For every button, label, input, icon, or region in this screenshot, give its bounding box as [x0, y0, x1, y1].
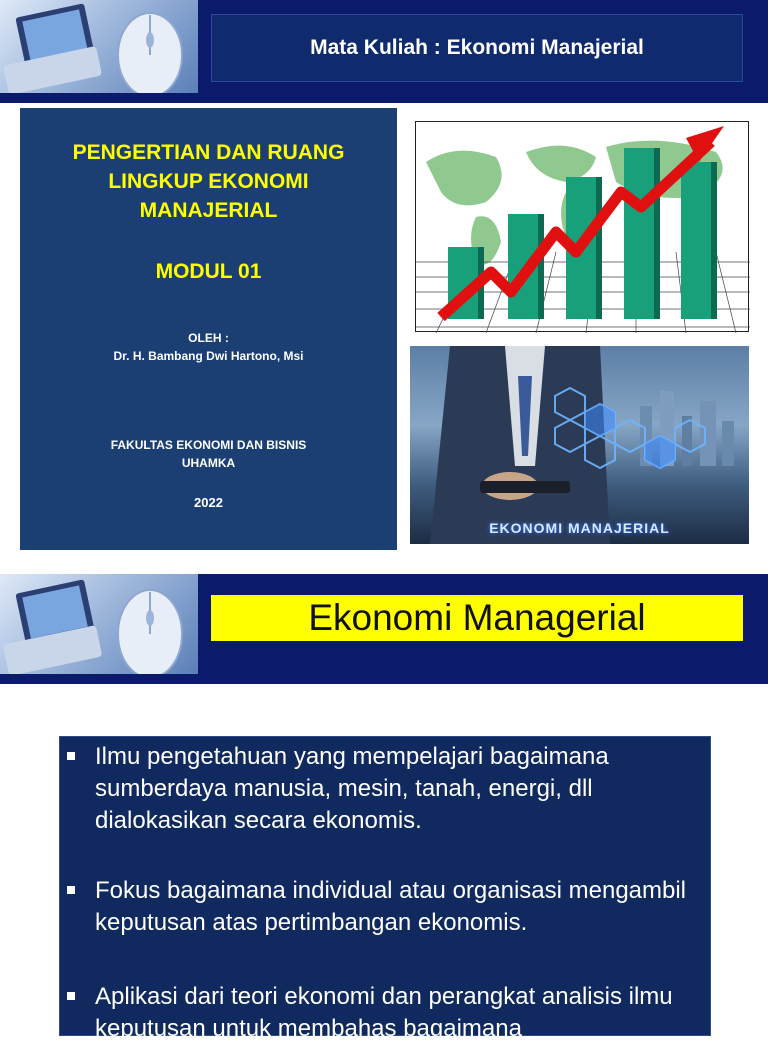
- bullet-icon: [67, 992, 75, 1000]
- university-name: UHAMKA: [181, 456, 236, 470]
- slide-title-box: [211, 595, 743, 641]
- header-rule: [0, 674, 768, 684]
- header-rule: [0, 93, 768, 103]
- list-item-text: Aplikasi dari teori ekonomi dan perangkat analisis ilmu keputusan untuk membahas bagaimana: [95, 983, 673, 1042]
- business-tablet-photo: [410, 346, 749, 544]
- author-name: Dr. H. Bambang Dwi Hartono, Msi: [113, 349, 304, 363]
- image-caption: EKONOMI MANAJERIAL: [489, 520, 670, 536]
- faculty-name: FAKULTAS EKONOMI DAN BISNIS: [110, 438, 307, 452]
- slide-title: Ekonomi Managerial: [308, 597, 646, 638]
- list-item: [67, 875, 687, 939]
- list-item-text: Fokus bagaimana individual atau organisasi mengambil keputusan atas pertimbangan ekonomis.: [95, 877, 687, 936]
- list-item-text: Ilmu pengetahuan yang mempelajari bagaimana sumberdaya manusia, mesin, tanah, energi, dll dialokasikan secara ekonomis.: [95, 743, 609, 834]
- module-label: MODUL 01: [155, 260, 262, 283]
- course-title: Mata Kuliah : Ekonomi Manajerial: [310, 36, 644, 59]
- list-item: [67, 741, 687, 837]
- presentation-title: PENGERTIAN DAN RUANG LINGKUP EKONOMI MANAJERIAL: [72, 141, 345, 222]
- slide-2: [0, 574, 768, 1042]
- bullet-icon: [67, 886, 75, 894]
- growth-chart-illustration: [415, 121, 749, 332]
- title-panel: [20, 108, 397, 550]
- year-label: 2022: [194, 495, 223, 510]
- list-item: [67, 981, 687, 1045]
- laptop-mouse-photo: [0, 574, 198, 674]
- laptop-mouse-photo: [0, 0, 198, 93]
- bullet-icon: [67, 752, 75, 760]
- content-panel: [59, 736, 711, 1042]
- by-label: OLEH :: [188, 331, 229, 345]
- course-title-box: [211, 14, 743, 82]
